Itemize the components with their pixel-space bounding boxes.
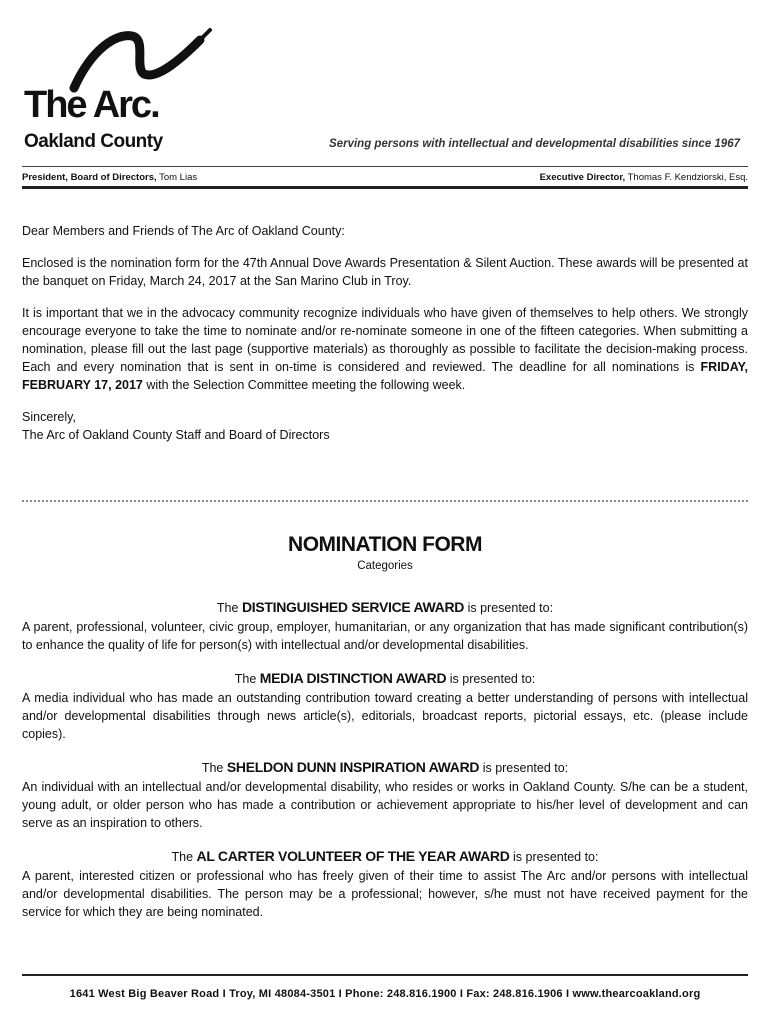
letter-paragraph-1: Enclosed is the nomination form for the 47th Annual Dove Awards Presentation & Silent Auction. These awards will be presented at the banquet on Friday, March 24, 2017 at the San Marino Club in Troy.	[22, 256, 748, 288]
arc-logo	[22, 28, 222, 158]
header-thick-divider	[22, 186, 748, 189]
footer-contact: 1641 West Big Beaver Road I Troy, MI 48084-3501 I Phone: 248.816.1900 I Fax: 248.816.1906 I www.thearcoakland.org	[69, 988, 701, 1000]
award-description: A parent, interested citizen or professional who has freely given of their time to assist The Arc and/or persons with intellectual and/or developmental disabilities. The person may be a professional; however, s/he must not have received payment for the service for which they are being nominated.	[22, 869, 748, 919]
award-distinguished-service: The DISTINGUISHED SERVICE AWARD is presented to: A parent, professional, volunteer, civic group, employer, humanitarian, or any organization that has made significant contribution(s) to enhance the quality of life for person(s) with intellectual and/or developmental disabilities.	[22, 599, 748, 652]
officers-line	[22, 172, 748, 183]
award-title: AL CARTER VOLUNTEER OF THE YEAR AWARD	[196, 848, 510, 864]
award-list	[22, 597, 748, 935]
dotted-divider	[22, 500, 748, 502]
letter-body	[22, 222, 748, 444]
form-title: NOMINATION FORM	[288, 533, 482, 556]
footer-divider	[22, 974, 748, 976]
letter-paragraph-2: It is important that we in the advocacy community recognize individuals who have given of themselves to help others. We strongly encourage everyone to take the time to nominate and/or re-nominate someone in one of the fifteen categories. When submitting a nomination, please fill out the last page (supportive materials) as thoroughly as possible to facilitate the decision-making process. Each and every nomination that is sent in on-time is considered and reviewed. The deadline for all nominations is FRIDAY, FEBRUARY 17, 2017 with the Selection Committee meeting the following week.	[22, 306, 748, 392]
award-media-distinction: The MEDIA DISTINCTION AWARD is presented to: A media individual who has made an outstanding contribution toward creating a better understanding of persons with intellectual and/or developmental disabilities through news article(s), editorials, broadcast reports, pictorial essays, etc. (please include copies).	[22, 670, 748, 741]
form-subtitle: Categories	[357, 560, 413, 572]
award-sheldon-dunn: The SHELDON DUNN INSPIRATION AWARD is presented to: An individual with an intellectual and/or developmental disability, who resides or works in Oakland County. S/he can be a student, young adult, or older person who has made a contribution or achievement appropriate to his/her level of development and can serve as an inspiration to others.	[22, 759, 748, 830]
award-description: A parent, professional, volunteer, civic group, employer, humanitarian, or any organization that has made significant contribution(s) to enhance the quality of life for person(s) with intellectual and/or developmental disabilities.	[22, 620, 748, 652]
header-divider	[22, 166, 748, 167]
president: President, Board of Directors, Tom Lias	[22, 172, 198, 183]
award-title: MEDIA DISTINCTION AWARD	[259, 670, 447, 686]
executive-director: Executive Director, Thomas F. Kendziorski, Esq.	[539, 172, 748, 183]
signature: The Arc of Oakland County Staff and Board of Directors	[22, 428, 330, 442]
tagline: Serving persons with intellectual and developmental disabilities since 1967	[329, 138, 740, 150]
award-title: SHELDON DUNN INSPIRATION AWARD	[226, 759, 480, 775]
award-al-carter: The AL CARTER VOLUNTEER OF THE YEAR AWARD is presented to: A parent, interested citizen or professional who has freely given of their time to assist The Arc and/or persons with intellectual and/or developmental disabilities. The person may be a professional; however, s/he must not have received payment for the service for which they are being nominated.	[22, 848, 748, 919]
salutation: Dear Members and Friends of The Arc of Oakland County:	[22, 224, 345, 238]
closing: Sincerely, The Arc of Oakland County Staff and Board of Directors	[22, 410, 330, 442]
award-description: An individual with an intellectual and/or developmental disability, who resides or works in Oakland County. S/he can be a student, young adult, or older person who has made a contribution or achievement appropriate to his/her level of development and can serve as an inspiration to others.	[22, 780, 748, 830]
deadline: FRIDAY, FEBRUARY 17, 2017	[22, 360, 748, 392]
award-description: A media individual who has made an outstanding contribution toward creating a better understanding of persons with intellectual and/or developmental disabilities through news article(s), editorials, broadcast reports, pictorial essays, etc. (please include copies).	[22, 691, 748, 741]
org-name: The Arc.	[24, 84, 159, 126]
award-title: DISTINGUISHED SERVICE AWARD	[241, 599, 465, 615]
org-county: Oakland County	[24, 131, 163, 152]
